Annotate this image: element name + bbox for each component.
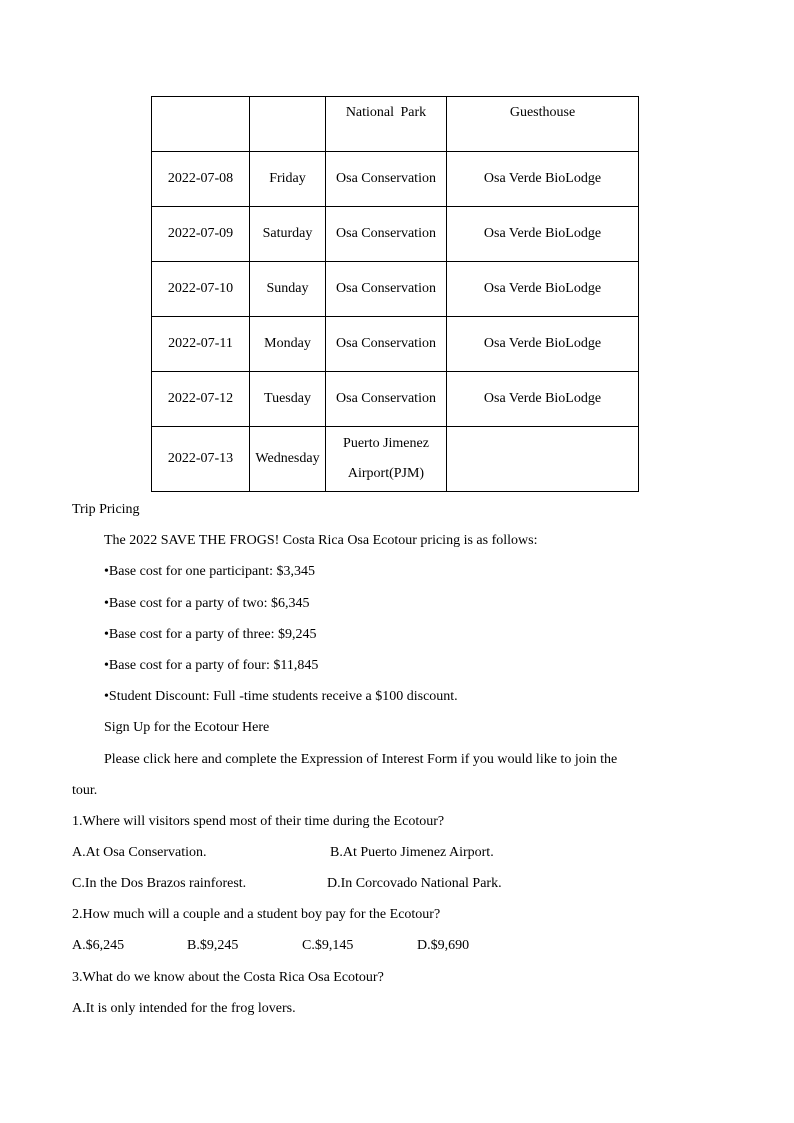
pricing-bullet: •Student Discount: Full -time students receive a $100 discount. bbox=[104, 689, 458, 704]
day-cell: Wednesday bbox=[250, 427, 326, 492]
schedule-table bbox=[151, 96, 639, 492]
q1-option-a: A.At Osa Conservation. bbox=[72, 845, 207, 860]
guesthouse-cell: Osa Verde BioLodge bbox=[447, 317, 639, 372]
guesthouse-cell: Osa Verde BioLodge bbox=[447, 152, 639, 207]
day-cell: Tuesday bbox=[250, 372, 326, 427]
q1-option-b: B.At Puerto Jimenez Airport. bbox=[330, 845, 494, 860]
park-cell bbox=[326, 427, 447, 492]
day-cell: Saturday bbox=[250, 207, 326, 262]
q2-option-a: A.$6,245 bbox=[72, 938, 125, 953]
park-cell: Osa Conservation bbox=[326, 262, 447, 317]
day-cell: Monday bbox=[250, 317, 326, 372]
signup-text: Please click here and complete the Expression of Interest Form if you would like to join the bbox=[104, 752, 618, 767]
date-cell: 2022-07-13 bbox=[152, 427, 250, 492]
q2-option-b: B.$9,245 bbox=[187, 938, 239, 953]
guesthouse-cell: Osa Verde BioLodge bbox=[447, 262, 639, 317]
park-cell: Osa Conservation bbox=[326, 317, 447, 372]
pricing-heading: Trip Pricing bbox=[72, 502, 140, 517]
date-cell: 2022-07-12 bbox=[152, 372, 250, 427]
question-2: 2.How much will a couple and a student boy pay for the Ecotour? bbox=[72, 907, 441, 922]
pricing-bullet: •Base cost for one participant: $3,345 bbox=[104, 564, 315, 579]
date-cell: 2022-07-11 bbox=[152, 317, 250, 372]
table-row bbox=[152, 207, 639, 262]
table-row bbox=[152, 372, 639, 427]
date-cell: 2022-07-10 bbox=[152, 262, 250, 317]
header-day bbox=[250, 97, 326, 152]
q2-option-d: D.$9,690 bbox=[417, 938, 470, 953]
guesthouse-cell: Osa Verde BioLodge bbox=[447, 372, 639, 427]
park-cell: Osa Conservation bbox=[326, 372, 447, 427]
park-cell: Osa Conservation bbox=[326, 152, 447, 207]
header-national-park: National Park bbox=[326, 97, 447, 152]
schedule-header-row bbox=[152, 97, 639, 152]
date-cell: 2022-07-09 bbox=[152, 207, 250, 262]
q3-option-a: A.It is only intended for the frog lovers. bbox=[72, 1001, 296, 1016]
table-row bbox=[152, 152, 639, 207]
header-guesthouse: Guesthouse bbox=[447, 97, 639, 152]
park-cell: Osa Conservation bbox=[326, 207, 447, 262]
table-row bbox=[152, 427, 639, 492]
q1-option-c: C.In the Dos Brazos rainforest. bbox=[72, 876, 247, 891]
day-cell: Sunday bbox=[250, 262, 326, 317]
pricing-bullet: •Base cost for a party of two: $6,345 bbox=[104, 596, 310, 611]
park-line-1: Puerto Jimenez bbox=[343, 436, 429, 451]
guesthouse-cell: Osa Verde BioLodge bbox=[447, 207, 639, 262]
pricing-intro: The 2022 SAVE THE FROGS! Costa Rica Osa Ecotour pricing is as follows: bbox=[104, 533, 538, 548]
pricing-bullet: •Base cost for a party of three: $9,245 bbox=[104, 627, 317, 642]
table-row bbox=[152, 317, 639, 372]
guesthouse-cell bbox=[447, 427, 639, 492]
signup-title: Sign Up for the Ecotour Here bbox=[104, 720, 270, 735]
question-3: 3.What do we know about the Costa Rica Osa Ecotour? bbox=[72, 970, 384, 985]
question-1: 1.Where will visitors spend most of their time during the Ecotour? bbox=[72, 814, 445, 829]
q2-option-c: C.$9,145 bbox=[302, 938, 354, 953]
park-line-2: Airport(PJM) bbox=[347, 466, 425, 481]
day-cell: Friday bbox=[250, 152, 326, 207]
table-row bbox=[152, 262, 639, 317]
header-date bbox=[152, 97, 250, 152]
signup-text-continued: tour. bbox=[72, 783, 98, 798]
date-cell: 2022-07-08 bbox=[152, 152, 250, 207]
q1-option-d: D.In Corcovado National Park. bbox=[327, 876, 502, 891]
pricing-bullet: •Base cost for a party of four: $11,845 bbox=[104, 658, 319, 673]
